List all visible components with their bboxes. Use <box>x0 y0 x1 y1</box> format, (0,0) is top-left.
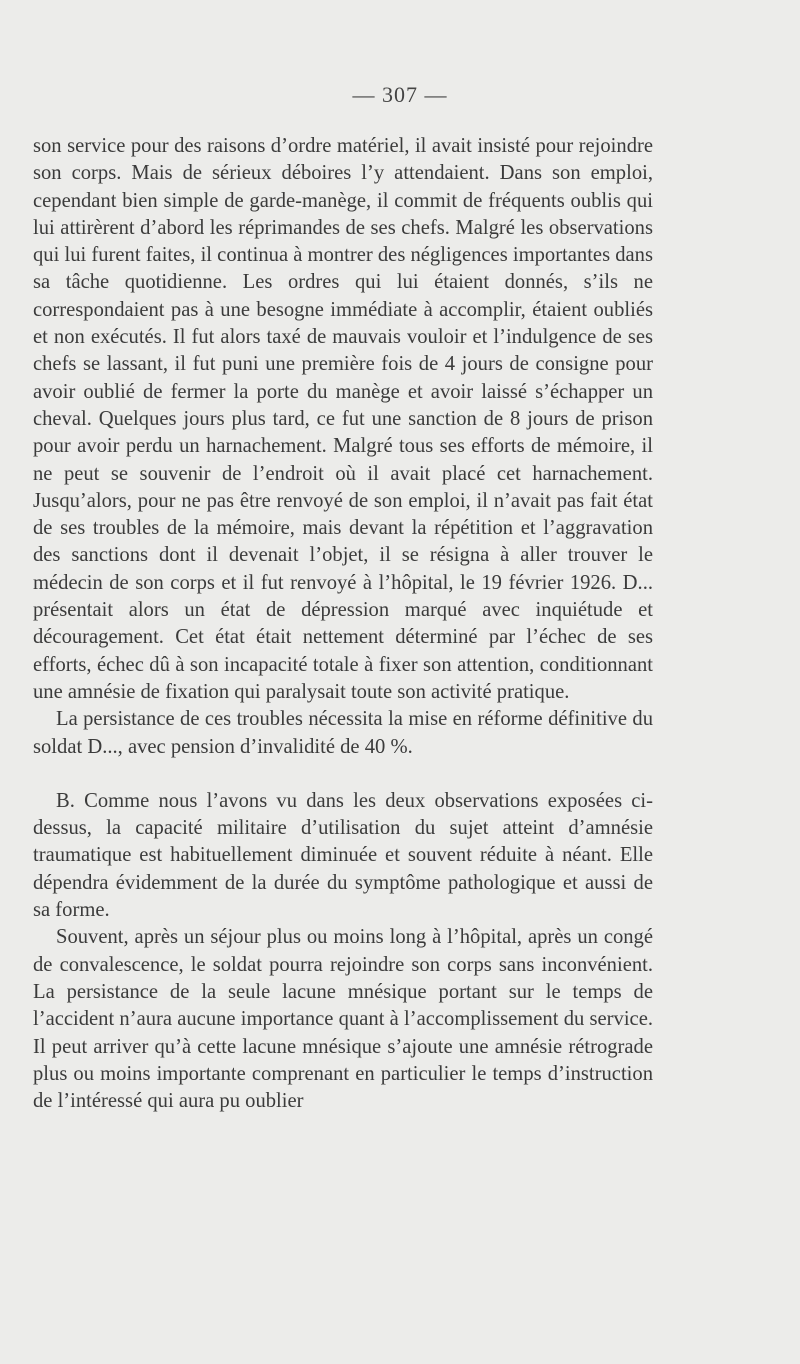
body-text <box>33 133 653 1115</box>
paragraph-section-b: B. Comme nous l’avons vu dans les deux observations exposées ci-dessus, la capacité militaire d’utilisation du sujet atteint d’amnésie traumatique est habituellement diminuée et souvent réduite à néant. Elle dépendra évidemment de la durée du symptôme pathologique et aussi de sa forme. <box>33 789 653 922</box>
page-number: — 307 — <box>352 82 448 107</box>
paragraph-continuation: son service pour des raisons d’ordre matériel, il avait insisté pour rejoindre son corps. Mais de sérieux déboires l’y attendaient. Dans son emploi, cependant bien simple de garde-manège, il commit de fréquents oublis qui lui attirèrent d’abord les réprimandes de ses chefs. Malgré les observations qui lui furent faites, il continua à montrer des négligences importantes dans sa tâche quotidienne. Les ordres qui lui étaient donnés, s’ils ne correspondaient pas à une besogne immédiate à accomplir, étaient oubliés et non exécutés. Il fut alors taxé de mauvais vouloir et l’indulgence de ses chefs se lassant, il fut puni une première fois de 4 jours de consigne pour avoir oublié de fermer la porte du manège et avoir laissé s’échapper un cheval. Quelques jours plus tard, ce fut une sanction de 8 jours de prison pour avoir perdu un harnachement. Malgré tous ses efforts de mémoire, il ne peut se souvenir de l’endroit où il avait placé cet harnachement. Jusqu’alors, pour ne pas être renvoyé de son emploi, il n’avait pas fait état de ses troubles de la mémoire, mais devant la répétition et l’aggravation des sanctions dont il devenait l’objet, il se résigna à aller trouver le médecin de son corps et il fut renvoyé à l’hôpital, le 19 février 1926. D... présentait alors un état de dépression marqué avec inquiétude et découragement. Cet état était nettement déterminé par l’échec de ses efforts, échec dû à son incapacité totale à fixer son attention, conditionnant une amnésie de fixation qui paralysait toute son activité pratique. <box>33 135 653 703</box>
paragraph-reform: La persistance de ces troubles nécessita la mise en réforme définitive du soldat D..., avec pension d’invalidité de 40 %. <box>33 708 653 758</box>
paragraph-hospital-stay: Souvent, après un séjour plus ou moins long à l’hôpital, après un congé de convalescence, le soldat pourra rejoindre son corps sans inconvénient. La persistance de la seule lacune mnésique portant sur le temps de l’accident n’aura aucune importance quant à l’accomplissement du service. Il peut arriver qu’à cette lacune mnésique s’ajoute une amnésie rétrograde plus ou moins importante comprenant en particulier le temps d’instruction de l’intéressé qui aura pu oublier <box>33 926 653 1113</box>
